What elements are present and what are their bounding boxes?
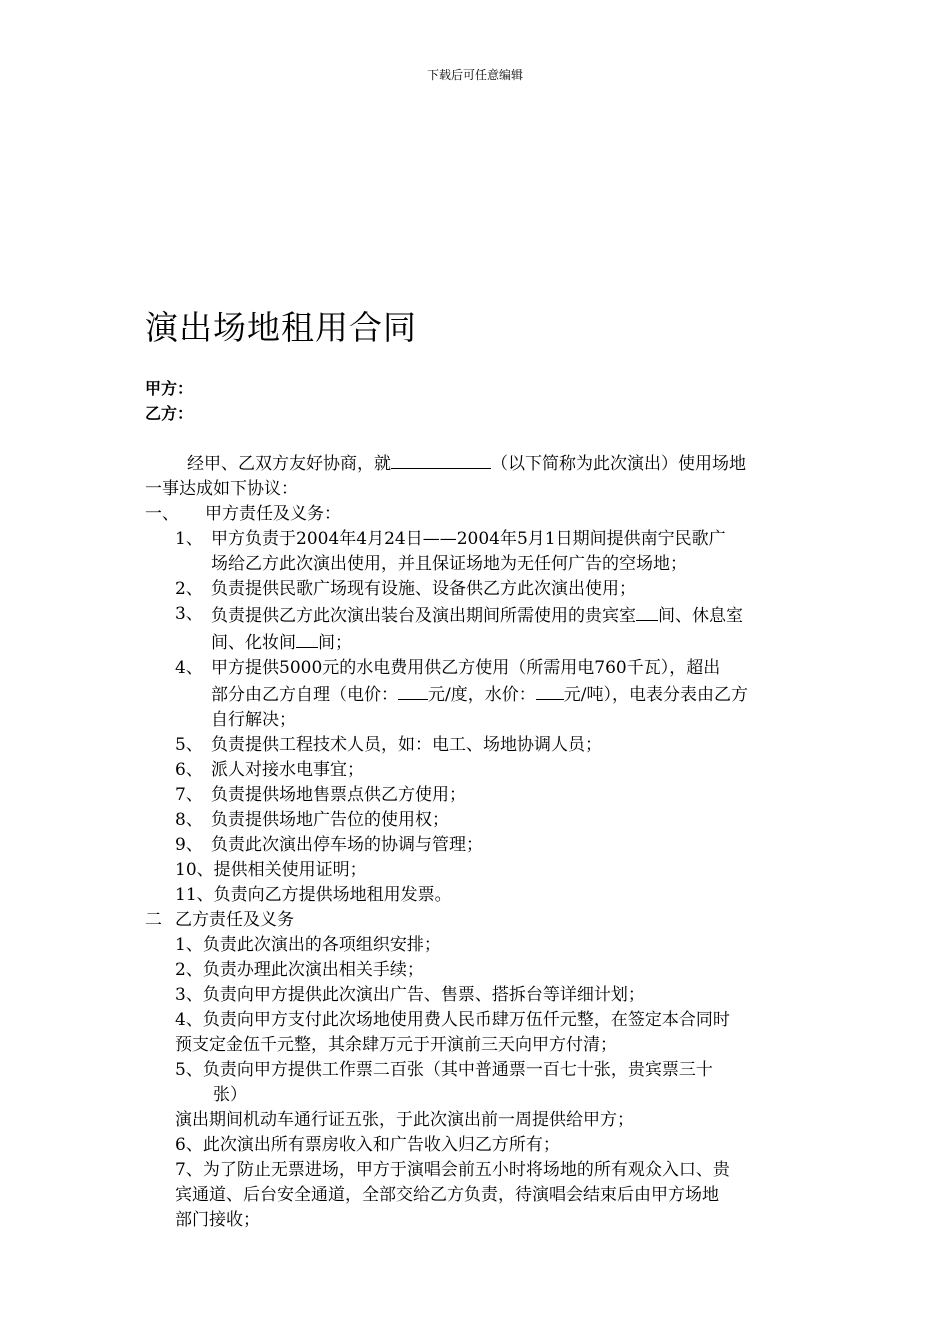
header-note: 下载后可任意编辑: [426, 68, 523, 82]
party-b-label: 乙方：: [145, 404, 194, 423]
dressing-room-count-blank: [296, 629, 318, 648]
list-item-continuation: 部门接收；: [175, 1210, 260, 1230]
water-price-blank: [536, 681, 564, 700]
vip-room-count-blank: [636, 602, 658, 621]
list-item: 2、负责办理此次演出相关手续；: [175, 960, 424, 980]
list-item-continuation: 演出期间机动车通行证五张，于此次演出前一周提供给甲方；: [175, 1110, 634, 1130]
list-item: 1、 甲方负责于2004年4月24日——2004年5月1日期间提供南宁民歌广 场给乙方此次演出使用，并且保证场地为无任何广告的空场地；: [175, 529, 726, 574]
list-item: 10、提供相关使用证明；: [175, 860, 367, 880]
intro-line-2: 一事达成如下协议：: [145, 479, 298, 499]
list-item: 8、 负责提供场地广告位的使用权；: [175, 810, 449, 830]
list-item: 4、负责向甲方支付此次场地使用费人民币肆万伍仟元整，在签定本合同时: [175, 1010, 730, 1030]
list-item: 6、此次演出所有票房收入和广告收入归乙方所有；: [175, 1135, 560, 1155]
contract-body: [145, 450, 807, 1233]
list-item: 5、 负责提供工程技术人员，如：电工、场地协调人员；: [175, 735, 602, 755]
list-item: 3、负责向甲方提供此次演出广告、售票、搭拆台等详细计划；: [175, 985, 645, 1005]
electricity-price-blank: [398, 681, 428, 700]
event-name-blank: [391, 450, 491, 469]
list-item: 1、负责此次演出的各项组织安排；: [175, 935, 441, 955]
section-1-heading: 一、 甲方责任及义务：: [145, 504, 341, 524]
list-item: 11、负责向乙方提供场地租用发票。: [175, 885, 452, 905]
list-item-continuation: 预支定金伍千元整，其余肆万元于开演前三天向甲方付清；: [175, 1035, 617, 1055]
list-item: 7、为了防止无票进场，甲方于演唱会前五小时将场地的所有观众入口、贵: [175, 1160, 730, 1180]
list-item: 3、 负责提供乙方此次演出装台及演出期间所需使用的贵宾室 间、休息室 间、化妆间 间；: [175, 604, 743, 653]
intro-line-1: 经甲、乙双方友好协商，就 （以下简称为此次演出）使用场地: [145, 450, 807, 477]
party-a-label: 甲方：: [145, 379, 194, 398]
list-item: 5、负责向甲方提供工作票二百张（其中普通票一百七十张，贵宾票三十: [175, 1060, 713, 1080]
list-item: 6、 派人对接水电事宜；: [175, 760, 364, 780]
list-item: 4、 甲方提供5000元的水电费用供乙方使用（所需用电760千瓦），超出 部分由乙方自理（电价： 元/度，水价： 元/吨），电表分表由乙方 自行解决；: [175, 658, 748, 730]
list-item: 2、 负责提供民歌广场现有设施、设备供乙方此次演出使用；: [175, 579, 636, 599]
list-item-continuation: 宾通道、后台安全通道，全部交给乙方负责，待演唱会结束后由甲方场地: [175, 1185, 719, 1205]
list-item: 7、 负责提供场地售票点供乙方使用；: [175, 785, 466, 805]
section-2-heading: 二 乙方责任及义务: [145, 910, 294, 930]
list-item-continuation: 张）: [213, 1085, 247, 1105]
list-item: 9、 负责此次演出停车场的协调与管理；: [175, 835, 483, 855]
page-title: 演出场地租用合同: [145, 308, 417, 347]
